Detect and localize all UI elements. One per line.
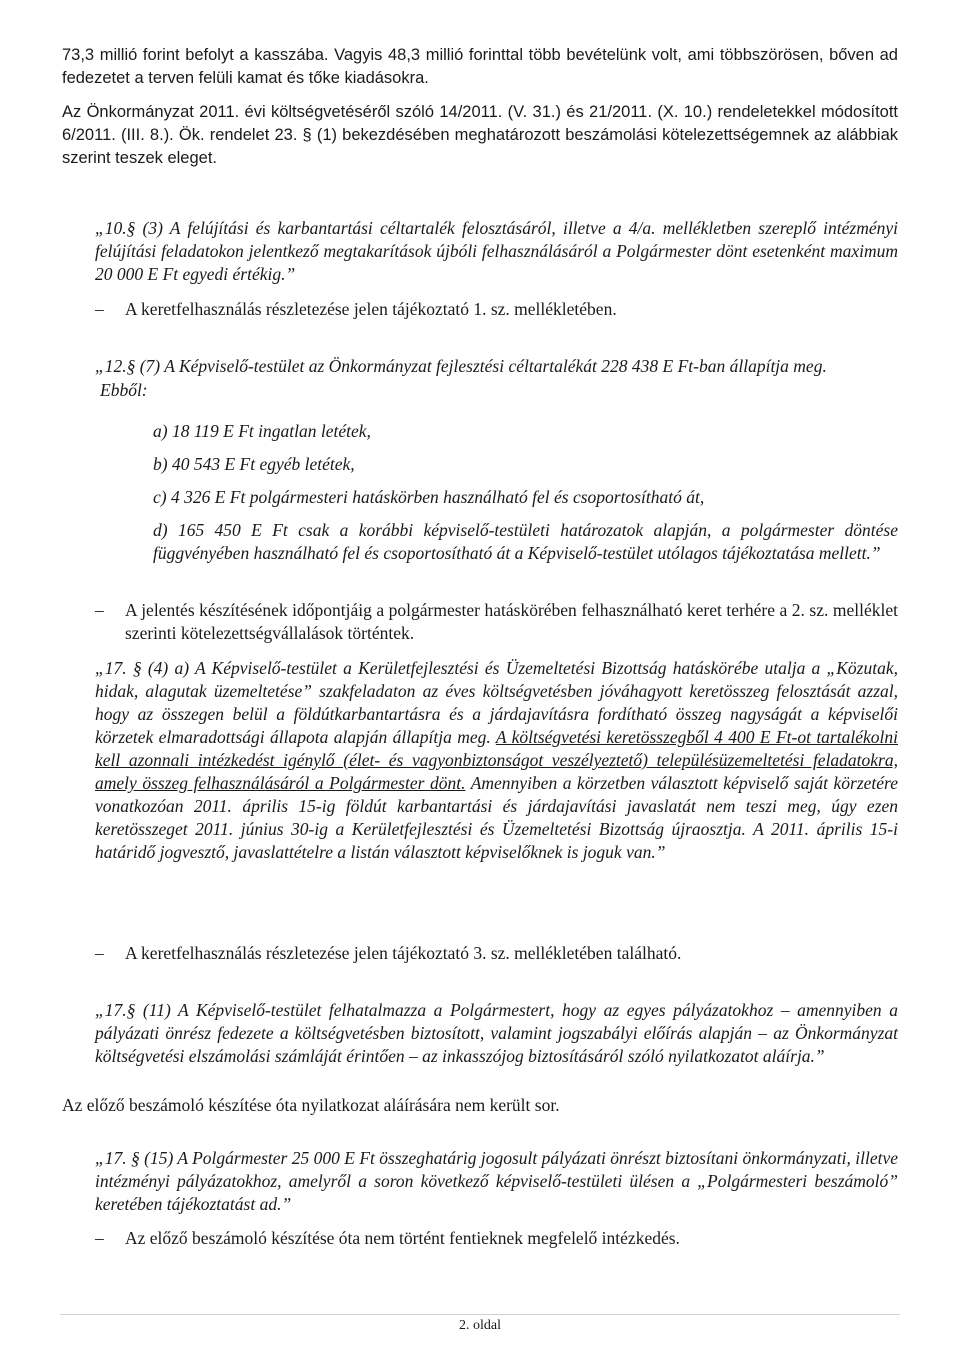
page-number: 2. oldal <box>459 1318 501 1333</box>
list-item-b: b) 40 543 E Ft egyéb letétek, <box>153 454 355 474</box>
dash-item-17-4 <box>95 942 898 965</box>
dash-bullet: – <box>95 943 104 963</box>
list-item-c: c) 4 326 E Ft polgármesteri hatáskörben használható fel és csoportosítható át, <box>153 487 705 507</box>
quote-17-4-text: „17. § (4) a) A Képviselő-testület a Kerületfejlesztési és Üzemeltetési Bizottság hatáskörébe utalja a „Közutak, hidak, alagutak üzemeltetése” szakfeladaton az éves költségvetésben jóváhagyott keretösszeg felosztását azzal, hogy az összegen belül a földútkarbantartásra és a járdajavításra fordítható összeg nagyságát a képviselői körzetek elmaradottsági állapota alapján állapítja meg. <box>95 658 898 747</box>
dash-item-17-15-text: Az előző beszámoló készítése óta nem történt fentieknek megfelelő intézkedés. <box>125 1228 680 1248</box>
status-paragraph-17-11: Az előző beszámoló készítése óta nyilatkozat aláírására nem került sor. <box>62 1095 560 1115</box>
dash-item-10-text: A keretfelhasználás részletezése jelen tájékoztató 1. sz. mellékletében. <box>125 299 617 319</box>
dash-bullet: – <box>95 1228 104 1248</box>
quote-section-17-4 <box>95 657 898 864</box>
intro-paragraph: 73,3 millió forint befolyt a kasszába. Vagyis 48,3 millió forinttal több bevételünk volt, ami többszörösen, bőven ad fedezetet a terven felüli kamat és tőke kiadásokra. <box>62 46 898 87</box>
quote-section-10: „10.§ (3) A felújítási és karbantartási céltartalék felosztásáról, illetve a 4/a. mellékletben szereplő intézményi felújítási feladatokon jelentkező megtakarítások újbóli felhasználásáról a Polgármester dönt esetenként maximum 20 000 E Ft egyedi értékig.” <box>95 218 898 284</box>
dash-item-17-15 <box>95 1227 898 1250</box>
dash-item-17-4-text: A keretfelhasználás részletezése jelen tájékoztató 3. sz. mellékletében található. <box>125 943 682 963</box>
dash-bullet: – <box>95 600 104 620</box>
quote-17-4-underlined-text: A költségvetési keretösszegből 4 400 E Ft-ot tartalékolni kell azonnali intézkedést igénylő (élet- és vagyonbiztonságot veszélyeztető) településüzemeltetési feladatokra, amely összeg felhasználásáról a Polgármester dönt. <box>95 727 898 793</box>
footer-divider <box>60 1314 900 1315</box>
dash-bullet: – <box>95 299 104 319</box>
quote-section-17-11: „17.§ (11) A Képviselő-testület felhatalmazza a Polgármestert, hogy az egyes pályázatokhoz – amennyiben a pályázati önrész fedezete a költségvetésben biztosított, valamint jogszabályi előírás alapján – az Önkormányzat költségvetési elszámolási számláját érintően – az inkasszójog biztosításáról szóló nyilatkozatot aláírja.” <box>95 1000 898 1066</box>
obligation-paragraph: Az Önkormányzat 2011. évi költségvetéséről szóló 14/2011. (V. 31.) és 21/2011. (X. 10.) rendeletekkel módosított 6/2011. (III. 8.). Ök. rendelet 23. § (1) bekezdésében meghatározott beszámolási kötelezettségemnek az alábbiak szerint teszek eleget. <box>62 103 898 167</box>
ebbol-label: Ebből: <box>100 380 148 400</box>
quote-17-4-continuation: Amennyiben a körzetben választott képviselő saját körzetére vonatkozóan 2011. április 15-ig földút karbantartási és járdajavítási javaslatát nem teszi meg, úgy ezen keretösszeget 2011. június 30-ig a Kerületfejlesztési és Üzemeltetési Bizottság újraosztja. A 2011. április 15-i határidő jogvesztő, javaslattételre a listán választott képviselőknek is joguk van.” <box>95 773 898 862</box>
list-item-a: a) 18 119 E Ft ingatlan letétek, <box>153 421 371 441</box>
quote-section-12: „12.§ (7) A Képviselő-testület az Önkormányzat fejlesztési céltartalékát 228 438 E Ft-ban állapítja meg. <box>95 356 827 376</box>
quote-section-17-15: „17. § (15) A Polgármester 25 000 E Ft összeghatárig jogosult pályázati önrészt biztosítani önkormányzati, illetve intézményi pályázatokhoz, amelyről a soron következő képviselő-testületi ülésen a „Polgármesteri beszámoló” keretében tájékoztatást ad.” <box>95 1148 898 1214</box>
dash-item-10 <box>95 298 898 321</box>
dash-item-12 <box>95 599 898 645</box>
list-item-d: d) 165 450 E Ft csak a korábbi képviselő-testületi határozatok alapján, a polgármester döntése függvényében használható fel és csoportosítható át a Képviselő-testület utólagos tájékoztatása mellett.” <box>153 520 898 563</box>
dash-item-12-text: A jelentés készítésének időpontjáig a polgármester hatáskörében felhasználható keret terhére a 2. sz. melléklet szerinti kötelezettségvállalások történtek. <box>125 600 898 643</box>
